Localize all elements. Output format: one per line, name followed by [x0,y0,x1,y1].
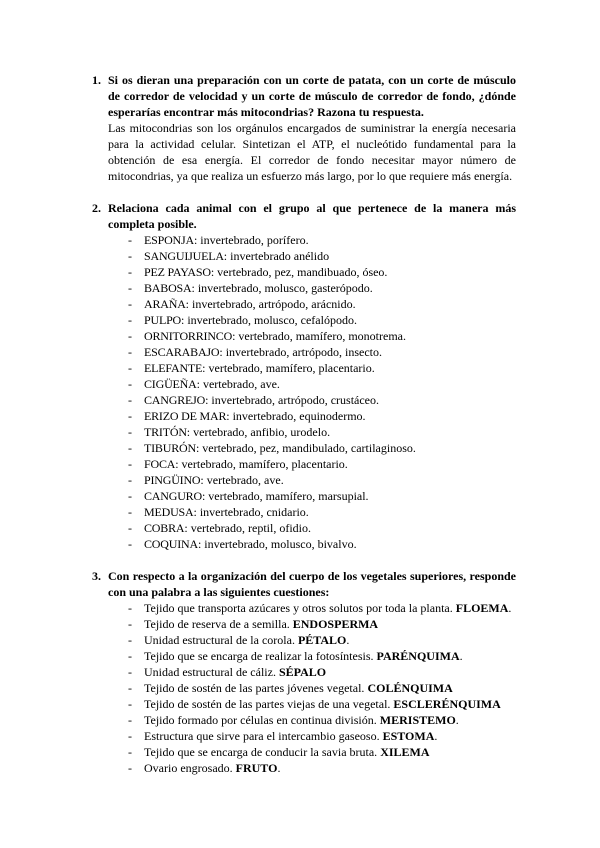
animal-name: COQUINA [144,537,198,551]
list-item [128,408,516,424]
animal-classification: : vertebrado, mamífero, placentario. [175,457,348,471]
list-item [128,296,516,312]
animal-name: ARAÑA [144,297,186,311]
list-item [128,728,516,744]
answer-word: FRUTO [235,761,278,775]
question-number: 3. [92,569,101,583]
list-item [128,760,516,776]
animal-classification: : vertebrado, ave. [200,473,284,487]
answer-word: ENDOSPERMA [292,617,379,631]
question-1 [92,72,516,184]
question-text: Tejido formado por células en continua división. [144,713,380,727]
trailing-punctuation: . [277,761,281,775]
question-text: Tejido de reserva de a semilla. [144,617,293,631]
question-2-heading [92,200,516,232]
animal-name: ESPONJA [144,233,194,247]
list-item [128,232,516,248]
question-text: Tejido de sostén de las partes viejas de una vegetal. [144,697,394,711]
list-item [128,632,516,648]
question-text: Ovario engrosado. [144,761,236,775]
animal-name: ORNITORRINCO [144,329,233,343]
list-item [128,344,516,360]
animal-name: PINGÜINO [144,473,201,487]
answer-word: XILEMA [380,745,430,759]
answer-word: ESTOMA [382,729,435,743]
animal-name: CANGREJO [144,393,206,407]
answer-word: MERISTEMO [379,713,456,727]
animal-classification: : invertebrado, equinodermo. [226,409,366,423]
question-text: Estructura que sirve para el intercambio gaseoso. [144,729,383,743]
animal-classification: : invertebrado, artrópodo, arácnido. [185,297,356,311]
animal-classification: : vertebrado, reptil, ofidio. [184,521,311,535]
animal-name: FOCA [144,457,176,471]
list-item [128,520,516,536]
question-1-heading [92,72,516,120]
list-item [128,280,516,296]
animal-classification: : invertebrado, artrópodo, crustáceo. [205,393,380,407]
plant-questions-list [92,600,516,776]
animal-name: MEDUSA [144,505,194,519]
list-item [128,680,516,696]
answer-word: PÉTALO [297,633,347,647]
trailing-punctuation: . [455,713,459,727]
animal-classification: : vertebrado, pez, mandibulado, cartilaginoso. [195,441,416,455]
question-text: Tejido que se encarga de conducir la savia bruta. [144,745,381,759]
question-number: 1. [92,73,101,87]
list-item [128,376,516,392]
question-text: Unidad estructural de la corola. [144,633,298,647]
answer-word: SÉPALO [278,665,327,679]
animal-classification: : vertebrado, pez, mandibuado, óseo. [210,265,388,279]
question-number: 2. [92,201,101,215]
question-text: Tejido de sostén de las partes jóvenes vegetal. [144,681,368,695]
animal-name: CIGÜEÑA [144,377,197,391]
animal-name: PEZ PAYASO [144,265,211,279]
list-item [128,744,516,760]
answer-word: FLOEMA [455,601,509,615]
list-item [128,504,516,520]
list-item [128,392,516,408]
list-item [128,472,516,488]
question-title: Si os dieran una preparación con un corte de patata, con un corte de músculo de corredor de velocidad y un corte de músculo de corredor de fondo, ¿dónde esperarías encontrar más mitocondrias? Razona tu respuesta. [108,73,516,119]
animal-name: ERIZO DE MAR [144,409,227,423]
answer-word: ESCLERÉNQUIMA [393,697,501,711]
animal-classification: : invertebrado, cnidario. [193,505,309,519]
trailing-punctuation: . [434,729,438,743]
answer-word: COLÉNQUIMA [367,681,453,695]
list-item [128,312,516,328]
question-2 [92,200,516,552]
animal-name: ELEFANTE [144,361,203,375]
animal-classification: : invertebrado, molusco, gasterópodo. [191,281,373,295]
animal-name: BABOSA [144,281,192,295]
list-item [128,488,516,504]
animal-name: TRITÓN [144,425,187,439]
question-3 [92,568,516,776]
list-item [128,536,516,552]
animal-classification: : invertebrado, porífero. [193,233,309,247]
animal-classification: : invertebrado, molusco, cefalópodo. [181,313,357,327]
animal-name: COBRA [144,521,185,535]
list-item [128,616,516,632]
question-text: Tejido que transporta azúcares y otros solutos por toda la planta. [144,601,456,615]
animal-classification: : vertebrado, mamífero, placentario. [202,361,375,375]
animal-name: PULPO [144,313,182,327]
trailing-punctuation: . [346,633,350,647]
animal-classification: : vertebrado, ave. [196,377,280,391]
list-item [128,648,516,664]
answer-word: PARÉNQUIMA [376,649,460,663]
list-item [128,712,516,728]
animal-classification: : vertebrado, anfibio, urodelo. [186,425,331,439]
trailing-punctuation: . [508,601,512,615]
animal-classification: : vertebrado, mamífero, marsupial. [201,489,369,503]
animal-name: SANGUIJUELA [144,249,224,263]
list-item [128,600,516,616]
animal-classification: : invertebrado, molusco, bivalvo. [197,537,357,551]
list-item [128,360,516,376]
list-item [128,328,516,344]
animal-name: TIBURÓN [144,441,196,455]
list-item [128,664,516,680]
animal-name: ESCARABAJO [144,345,220,359]
list-item [128,424,516,440]
question-title: Con respecto a la organización del cuerpo de los vegetales superiores, responde con una palabra a las siguientes cuestiones: [108,569,516,599]
question-title: Relaciona cada animal con el grupo al que pertenece de la manera más completa posible. [108,201,516,231]
question-text: Tejido que se encarga de realizar la fotosíntesis. [144,649,377,663]
question-3-heading [92,568,516,600]
list-item [128,264,516,280]
question-text: Unidad estructural de cáliz. [144,665,279,679]
question-1-answer: Las mitocondrias son los orgánulos encargados de suministrar la energía necesaria para la actividad celular. Sintetizan el ATP, el nucleótido fundamental para la obtención de esa energía. El corredor de fondo necesitar mayor número de mitocondrias, ya que realiza un esfuerzo más largo, por lo que requiere más energía. [108,121,516,183]
animal-classification: : invertebrado, artrópodo, insecto. [219,345,382,359]
list-item [128,248,516,264]
animal-classification: : vertebrado, mamífero, monotrema. [232,329,406,343]
animal-classification: : invertebrado anélido [223,249,330,263]
animal-list [92,232,516,552]
list-item [128,456,516,472]
animal-name: CANGURO [144,489,202,503]
list-item [128,696,516,712]
trailing-punctuation: . [459,649,463,663]
list-item [128,440,516,456]
